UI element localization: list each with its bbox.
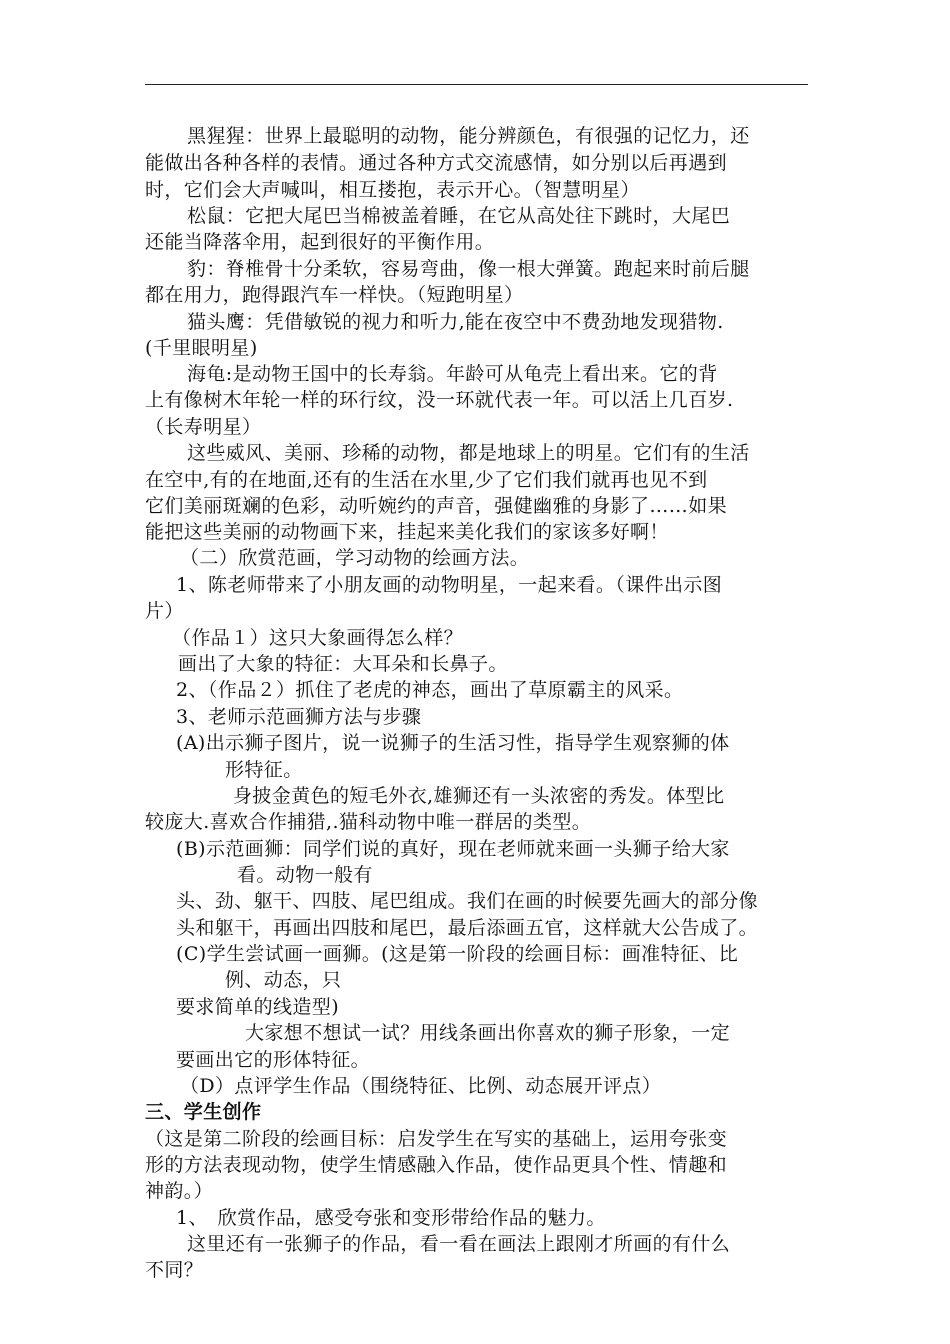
text-line: （长寿明星） bbox=[145, 416, 262, 438]
header-rule bbox=[145, 84, 808, 85]
text-line: 画出了大象的特征：大耳朵和长鼻子。 bbox=[178, 653, 508, 675]
text-line: (C)学生尝试画一画狮。(这是第一阶段的绘画目标：画准特征、比 bbox=[176, 943, 739, 965]
text-line: (A)出示狮子图片，说一说狮子的生活习性，指导学生观察狮的体 bbox=[176, 732, 730, 754]
text-line: 1、 欣赏作品，感受夸张和变形带给作品的魅力。 bbox=[176, 1207, 606, 1229]
text-line: 较庞大.喜欢合作捕猎,.猫科动物中唯一群居的类型。 bbox=[145, 811, 592, 833]
text-line: （这是第二阶段的绘画目标：启发学生在写实的基础上，运用夸张变 bbox=[145, 1128, 728, 1150]
text-line: 身披金黄色的短毛外衣,雄狮还有一头浓密的秀发。体型比 bbox=[233, 785, 725, 807]
text-line: 它们美丽斑斓的色彩，动听婉约的声音，强健幽雅的身影了……如果 bbox=[145, 495, 728, 517]
text-line: 能把这些美丽的动物画下来，挂起来美化我们的家该多好啊！ bbox=[145, 521, 669, 543]
text-line: 豹：脊椎骨十分柔软，容易弯曲，像一根大弹簧。跑起来时前后腿 bbox=[187, 258, 750, 280]
text-line: 3、老师示范画狮方法与步骤 bbox=[176, 706, 422, 728]
text-line: 形的方法表现动物，使学生情感融入作品，使作品更具个性、情趣和 bbox=[145, 1154, 728, 1176]
text-line: 片） bbox=[145, 600, 184, 622]
text-line: 要求简单的线造型) bbox=[176, 996, 340, 1018]
text-line: 时，它们会大声喊叫，相互搂抱，表示开心。（智慧明星） bbox=[145, 179, 640, 201]
text-line: (千里眼明星) bbox=[145, 337, 258, 359]
text-line: 例、动态，只 bbox=[225, 969, 342, 991]
text-line: 头、劲、躯干、四肢、尾巴组成。我们在画的时候要先画大的部分像 bbox=[176, 890, 759, 912]
section-heading: （二）欣赏范画，学习动物的绘画方法。 bbox=[180, 547, 530, 569]
text-line: 1、陈老师带来了小朋友画的动物明星，一起来看。（课件出示图 bbox=[176, 574, 723, 596]
text-line: （D）点评学生作品（围绕特征、比例、动态展开评点） bbox=[180, 1075, 662, 1097]
text-line: 要画出它的形体特征。 bbox=[176, 1049, 371, 1071]
text-line: 在空中,有的在地面,还有的生活在水里,少了它们我们就再也见不到 bbox=[145, 469, 708, 491]
text-line: 2、（作品２）抓住了老虎的神态，画出了草原霸主的风采。 bbox=[176, 679, 684, 701]
text-line: 猫头鹰：凭借敏锐的视力和听力,能在夜空中不费劲地发现猎物. bbox=[187, 311, 724, 333]
text-line: 能做出各种各样的表情。通过各种方式交流感情，如分别以后再遇到 bbox=[145, 152, 728, 174]
section-heading: 三、学生创作 bbox=[145, 1101, 262, 1123]
text-line: 神韵。） bbox=[145, 1180, 214, 1202]
text-line: 不同？ bbox=[145, 1259, 204, 1281]
text-line: 松鼠：它把大尾巴当棉被盖着睡，在它从高处往下跳时，大尾巴 bbox=[187, 205, 731, 227]
text-line: 都在用力，跑得跟汽车一样快。（短跑明星） bbox=[145, 284, 524, 306]
text-line: 这里还有一张狮子的作品，看一看在画法上跟刚才所画的有什么 bbox=[187, 1233, 731, 1255]
text-line: 黑猩猩：世界上最聪明的动物，能分辨颜色，有很强的记忆力，还 bbox=[187, 125, 750, 147]
text-line: 看。动物一般有 bbox=[237, 864, 373, 886]
text-line: 大家想不想试一试？用线条画出你喜欢的狮子形象，一定 bbox=[245, 1022, 731, 1044]
text-line: 这些威风、美丽、珍稀的动物，都是地球上的明星。它们有的生活 bbox=[187, 442, 750, 464]
text-line: 头和躯干，再画出四肢和尾巴，最后添画五官，这样就大公告成了。 bbox=[176, 917, 759, 939]
text-line: 海龟:是动物王国中的长寿翁。年龄可从龟壳上看出来。它的背 bbox=[187, 363, 718, 385]
text-line: (B)示范画狮：同学们说的真好，现在老师就来画一头狮子给大家 bbox=[176, 838, 730, 860]
text-line: 形特征。 bbox=[225, 759, 303, 781]
text-line: 还能当降落伞用，起到很好的平衡作用。 bbox=[145, 231, 495, 253]
text-line: 上有像树木年轮一样的环行纹，没一环就代表一年。可以活上几百岁. bbox=[145, 389, 734, 411]
text-line: （作品１）这只大象画得怎么样？ bbox=[172, 627, 464, 649]
